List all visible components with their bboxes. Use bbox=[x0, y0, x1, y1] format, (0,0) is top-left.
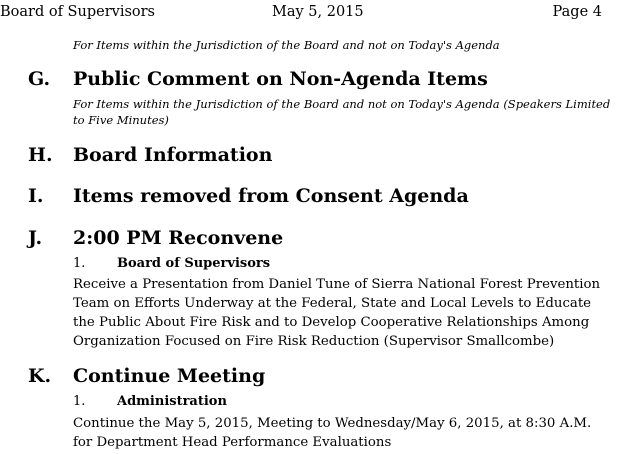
item-label: Administration bbox=[117, 394, 227, 409]
section-letter: I. bbox=[28, 185, 44, 207]
section-title: 2:00 PM Reconvene bbox=[73, 227, 284, 249]
section-g-note: For Items within the Jurisdiction of the Board and not on Today's Agenda (Speakers Limited to Five Minutes) bbox=[73, 97, 611, 127]
continued-note: For Items within the Jurisdiction of the Board and not on Today's Agenda bbox=[73, 38, 500, 52]
section-k-item-text: Continue the May 5, 2015, Meeting to Wednesday/May 6, 2015, at 8:30 A.M. for Department Head Performance Evaluations bbox=[73, 416, 592, 450]
section-title: Continue Meeting bbox=[73, 365, 266, 387]
item-label: Board of Supervisors bbox=[117, 256, 271, 271]
section-letter: H. bbox=[28, 144, 53, 166]
section-k-item bbox=[73, 394, 227, 409]
item-number: 1. bbox=[73, 394, 86, 409]
section-title: Board Information bbox=[73, 144, 273, 166]
header-page-number: Page 4 bbox=[552, 4, 602, 20]
section-letter: K. bbox=[28, 365, 52, 387]
header-date: May 5, 2015 bbox=[272, 4, 364, 20]
section-title: Public Comment on Non-Agenda Items bbox=[73, 68, 488, 90]
header-board-name: Board of Supervisors bbox=[0, 4, 155, 20]
item-number: 1. bbox=[73, 256, 86, 271]
section-letter: G. bbox=[28, 68, 51, 90]
section-j-item-text: Receive a Presentation from Daniel Tune of Sierra National Forest Prevention Team on Efforts Underway at the Federal, State and Local Levels to Educate the Public About Fire Risk and to Develop Cooperative Relationships Among Organization Focused on Fire Risk Reduction (Supervisor Smallcombe) bbox=[73, 277, 601, 349]
page-header bbox=[0, 4, 620, 22]
section-j-item bbox=[73, 256, 270, 271]
section-letter: J. bbox=[28, 227, 43, 249]
section-title: Items removed from Consent Agenda bbox=[73, 185, 469, 207]
